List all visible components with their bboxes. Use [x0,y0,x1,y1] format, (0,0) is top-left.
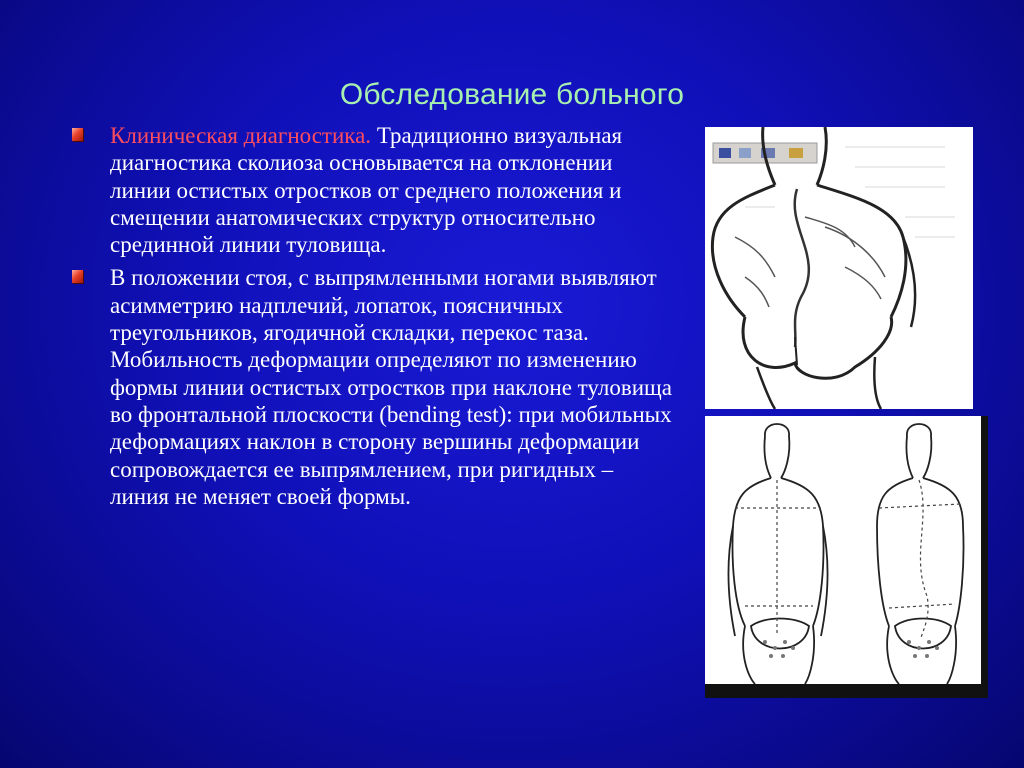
bullet-lead: Клиническая диагностика. [110,123,372,148]
slide-body [72,122,672,516]
slide-title: Обследование больного [339,78,685,111]
bullet-square-icon [72,270,83,283]
bullet-clinical-diagnostics [72,122,672,258]
bullet-square-icon [72,128,83,141]
spine-line-comparison-image [705,416,988,698]
bullet-text: В положении стоя, с выпрямленными ногами выявляют асимметрию надплечий, лопаток, поясничных треугольников, ягодичной складки, перекос таза. Мобильность деформации определяют по изменению формы линии остистых отростков при наклоне туловища во фронтальной плоскости (bending test): при мобильных деформациях наклон в сторону вершины деформации сопровождается ее выпрямлением, при ригидных – линия не меняет своей формы. [110,265,672,509]
spine-line-comparison-panel [705,416,981,684]
scoliosis-back-sketch-image [705,127,973,409]
bullet-standing-exam [72,264,672,510]
bullet-text: Традиционно визуальная диагностика сколиоза основывается на отклонении линии остистых отростков от среднего положения и смещении анатомических структур относительно срединной линии туловища. [110,123,623,258]
